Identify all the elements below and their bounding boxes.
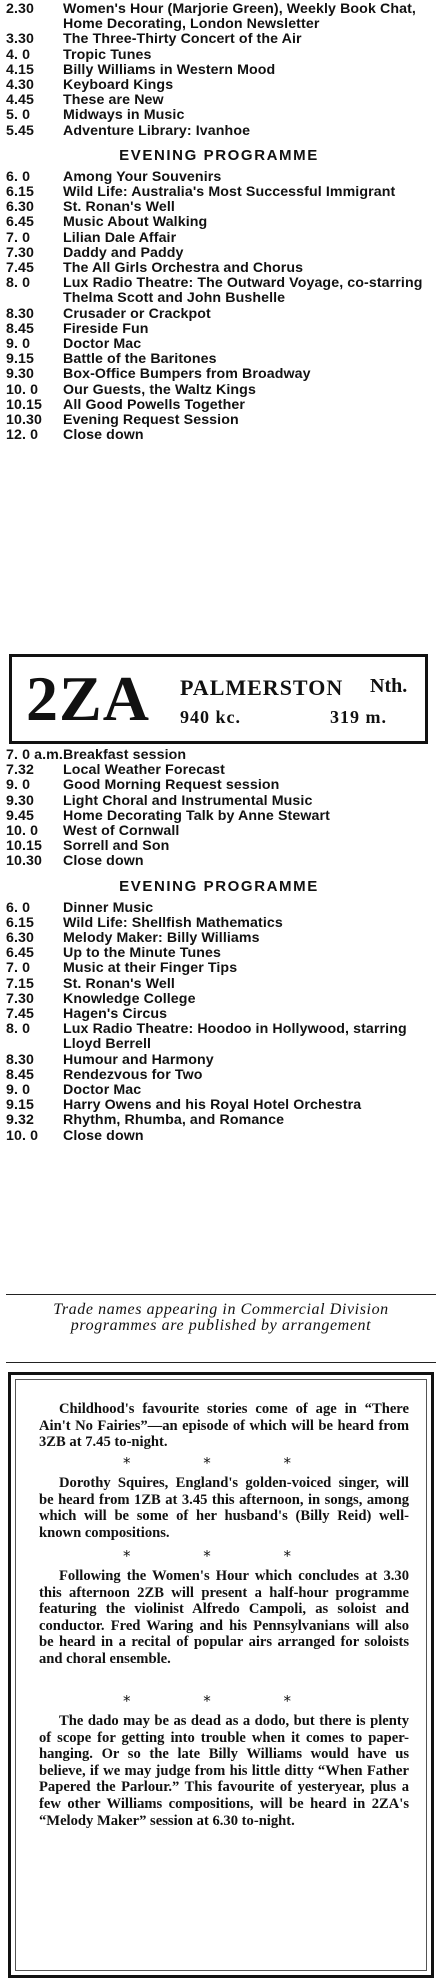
listing-row: 5.45 Adventure Library: Ivanhoe xyxy=(6,122,251,139)
listing-row: 9. 0 Doctor Mac xyxy=(6,336,142,353)
listing-row: 7. 0 Music at their Finger Tips xyxy=(6,960,238,977)
listing-row: 7. 0 a.m. Breakfast session xyxy=(6,747,187,763)
star-separator: * * * xyxy=(122,1547,326,1565)
listing-row: 4. 0 Tropic Tunes xyxy=(6,46,152,63)
station-frequency: 940 kc. xyxy=(180,707,241,727)
listing-row: 8.45 Fireside Fun xyxy=(6,320,149,337)
listing-row: 9.32 Rhythm, Rhumba, and Romance xyxy=(6,1112,285,1129)
listing-row: 5. 0 Midways in Music xyxy=(6,107,185,124)
listing-row: 8. 0 Lux Radio Theatre: Hoodoo in Hollywood, starring Lloyd Berrell xyxy=(6,1021,407,1053)
listing-row: 8. 0 Lux Radio Theatre: The Outward Voyage, co-starring Thelma Scott and John Bushelle xyxy=(6,275,423,307)
listing-row: 10.30 Close down xyxy=(6,853,144,870)
note-paragraph: Childhood's favourite stories come of age in “There Ain't No Fairies”—an episode of which will be heard from 3ZB at 7.45 to-night. xyxy=(39,1401,409,1451)
station-city: PALMERSTON xyxy=(180,675,344,700)
listing-row: 7.32 Local Weather Forecast xyxy=(6,762,225,779)
note-paragraph: Following the Women's Hour which concludes at 3.30 this afternoon 2ZB will present a half-hour programme featuring the violinist Alfredo Campoli, as soloist and conductor. Fred Waring and his Pennsylvanians will also be heard in a recital of popular airs arranged for soloists and choral ensemble. xyxy=(39,1568,409,1667)
schedule-section-1 xyxy=(6,2,432,443)
afternoon-listings xyxy=(6,2,432,139)
listing-row: 9. 0 Good Morning Request session xyxy=(6,777,280,794)
listing-row: 7.45 The All Girls Orchestra and Chorus xyxy=(6,260,304,277)
listing-row: 8.30 Crusader or Crackpot xyxy=(6,305,211,322)
listing-row: 6.30 St. Ronan's Well xyxy=(6,199,175,216)
listing-row: 9.30 Box-Office Bumpers from Broadway xyxy=(6,366,311,383)
listing-row: 6.15 Wild Life: Australia's Most Successful Immigrant xyxy=(6,184,396,201)
station-city-suffix: Nth. xyxy=(370,675,408,697)
listing-row: 3.30 The Three-Thirty Concert of the Air xyxy=(6,31,302,48)
listing-row: 6.45 Up to the Minute Tunes xyxy=(6,945,221,962)
station-wavelength: 319 m. xyxy=(330,707,387,727)
listing-row: 7.30 Daddy and Paddy xyxy=(6,244,184,261)
programme-notes-box xyxy=(8,1372,434,1978)
listing-row: 10.15 All Good Powells Together xyxy=(6,396,245,413)
listing-row: 6.45 Music About Walking xyxy=(6,214,208,231)
evening-listings xyxy=(6,901,432,1144)
listing-row: 10. 0 West of Cornwall xyxy=(6,823,180,840)
evening-programme-heading: EVENING PROGRAMME xyxy=(119,877,319,895)
listing-row: 6. 0 Among Your Souvenirs xyxy=(6,168,222,185)
morning-listings xyxy=(6,748,432,870)
listing-row: 4.15 Billy Williams in Western Mood xyxy=(6,61,276,78)
listing-row: 10. 0 Our Guests, the Waltz Kings xyxy=(6,381,256,398)
star-separator: * * * xyxy=(122,1692,326,1710)
listing-row: 7.15 St. Ronan's Well xyxy=(6,975,175,992)
note-paragraph: The dado may be as dead as a dodo, but there is plenty of scope for getting into trouble when it comes to paper-hanging. Or so the late Billy Williams would have us believe, if we may judge from his little ditty “When Father Papered the Parlour.” This favourite of yesteryear, plus a few other Williams compositions, will be heard in 2ZA's “Melody Maker” session at 6.30 to-night. xyxy=(39,1713,409,1829)
listing-row: 9. 0 Doctor Mac xyxy=(6,1082,142,1099)
listing-row: 9.45 Home Decorating Talk by Anne Stewart xyxy=(6,807,330,824)
star-separator: * * * xyxy=(122,1454,326,1472)
listing-row: 10.30 Evening Request Session xyxy=(6,412,239,429)
listing-row: 7.30 Knowledge College xyxy=(6,990,196,1007)
listing-row: 10.15 Sorrell and Son xyxy=(6,838,170,855)
listing-row: 9.30 Light Choral and Instrumental Music xyxy=(6,792,313,809)
listing-row: 2.30 Women's Hour (Marjorie Green), Weekly Book Chat, Home Decorating, London Newsletter xyxy=(6,1,416,33)
listing-row: 7. 0 Lilian Dale Affair xyxy=(6,229,177,246)
listing-row: 4.45 These are New xyxy=(6,92,164,109)
listing-row: 9.15 Battle of the Baritones xyxy=(6,351,217,368)
listing-row: 12. 0 Close down xyxy=(6,427,144,444)
listing-row: 10. 0 Close down xyxy=(6,1127,144,1144)
listing-row: 7.45 Hagen's Circus xyxy=(6,1006,168,1023)
note-paragraph: Dorothy Squires, England's golden-voiced singer, will be heard from 1ZB at 3.45 this afternoon, in songs, among which will be some of her husband's (Billy Reid) well-known compositions. xyxy=(39,1475,409,1541)
listing-row: 6.15 Wild Life: Shellfish Mathematics xyxy=(6,914,283,931)
schedule-section-2 xyxy=(6,748,432,1144)
station-header-box xyxy=(9,654,428,744)
listing-row: 8.30 Humour and Harmony xyxy=(6,1051,214,1068)
divider-rule xyxy=(6,1294,436,1295)
listing-row: 4.30 Keyboard Kings xyxy=(6,77,174,94)
listing-row: 6. 0 Dinner Music xyxy=(6,899,154,916)
listing-row: 6.30 Melody Maker: Billy Williams xyxy=(6,930,260,947)
evening-programme-heading: EVENING PROGRAMME xyxy=(119,146,319,164)
station-callsign: 2ZA xyxy=(26,663,150,734)
evening-listings xyxy=(6,170,432,444)
listing-row: 9.15 Harry Owens and his Royal Hotel Orchestra xyxy=(6,1097,362,1114)
trade-names-notice: Trade names appearing in Commercial Division programmes are published by arrangement xyxy=(53,1301,389,1334)
divider-rule xyxy=(6,1362,436,1363)
listing-row: 8.45 Rendezvous for Two xyxy=(6,1066,203,1083)
